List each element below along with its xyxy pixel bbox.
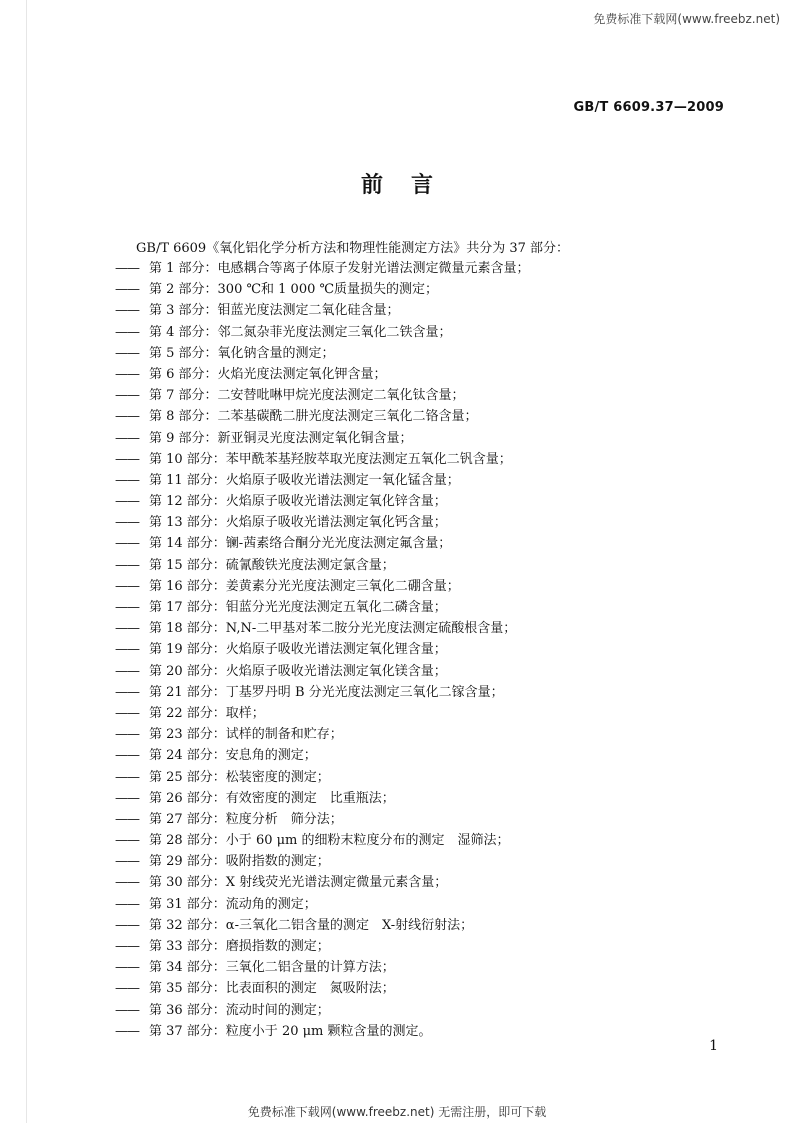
list-item-text: 第 30 部分：X 射线荧光光谱法测定微量元素含量； xyxy=(149,875,448,891)
list-dash: —— xyxy=(115,261,139,276)
list-item-text: 第 8 部分：二苯基碳酰二肼光度法测定三氧化二铬含量； xyxy=(149,409,478,425)
list-item xyxy=(115,300,530,321)
list-dash: —— xyxy=(115,494,139,510)
list-item xyxy=(115,851,530,872)
list-dash: —— xyxy=(115,833,139,849)
list-item-text: 第 31 部分：流动角的测定； xyxy=(149,896,317,912)
list-item xyxy=(115,533,530,554)
list-dash: —— xyxy=(115,324,139,340)
list-item-text: 第 20 部分：火焰原子吸收光谱法测定氧化镁含量； xyxy=(149,663,447,679)
list-item xyxy=(115,682,530,703)
list-dash: —— xyxy=(115,600,139,615)
list-item xyxy=(115,639,530,660)
list-dash: —— xyxy=(115,1002,139,1018)
list-item-text: 第 33 部分：磨损指数的测定； xyxy=(149,939,330,954)
list-item xyxy=(115,788,530,809)
list-item-text: 第 24 部分：安息角的测定； xyxy=(149,748,317,764)
list-item xyxy=(115,385,530,406)
list-item xyxy=(115,364,530,385)
list-item xyxy=(115,576,530,597)
list-dash: —— xyxy=(115,472,139,488)
list-item xyxy=(115,703,530,724)
list-item xyxy=(115,830,530,851)
list-item xyxy=(115,1021,530,1042)
list-item xyxy=(115,428,530,449)
list-dash: —— xyxy=(115,515,139,531)
list-dash: —— xyxy=(115,451,139,467)
list-item-text: 第 3 部分：钼蓝光度法测定二氧化硅含量； xyxy=(149,303,400,319)
list-item-text: 第 28 部分：小于 60 μm 的细粉末粒度分布的测定 湿筛法； xyxy=(149,833,510,849)
list-dash: —— xyxy=(115,536,139,552)
list-item-text: 第 29 部分：吸附指数的测定； xyxy=(149,854,330,870)
list-item-text: 第 2 部分：300 ℃和 1 000 ℃质量损失的测定； xyxy=(149,282,439,298)
list-item-text: 第 17 部分：钼蓝分光光度法测定五氧化二磷含量； xyxy=(149,600,447,615)
list-item xyxy=(115,661,530,682)
list-item xyxy=(115,618,530,639)
list-item xyxy=(115,1000,530,1021)
list-item xyxy=(115,724,530,745)
parts-list xyxy=(115,258,530,1042)
list-item-text: 第 22 部分：取样； xyxy=(149,705,265,721)
footer-watermark: 免费标准下载网(www.freebz.net) 无需注册，即可下载 xyxy=(247,1105,547,1119)
list-dash: —— xyxy=(115,811,139,827)
list-item xyxy=(115,322,530,343)
list-dash: —— xyxy=(115,705,139,721)
list-dash: —— xyxy=(115,388,139,404)
page-number: 1 xyxy=(709,1038,718,1054)
list-item-text: 第 12 部分：火焰原子吸收光谱法测定氧化锌含量； xyxy=(149,494,447,510)
list-item xyxy=(115,491,530,512)
list-dash: —— xyxy=(115,1023,139,1039)
list-item-text: 第 5 部分：氧化钠含量的测定； xyxy=(149,345,335,361)
list-item-text: 第 32 部分：α-三氧化二铝含量的测定 X-射线衍射法； xyxy=(149,917,474,933)
list-dash: —— xyxy=(115,663,139,679)
list-item-text: 第 37 部分：粒度小于 20 μm 颗粒含量的测定。 xyxy=(149,1023,432,1039)
list-dash: —— xyxy=(115,409,139,425)
list-dash: —— xyxy=(115,366,139,382)
list-item-text: 第 25 部分：松装密度的测定； xyxy=(149,769,330,785)
list-item xyxy=(115,809,530,830)
list-item-text: 第 9 部分：新亚铜灵光度法测定氧化铜含量； xyxy=(149,430,413,446)
list-item-text: 第 36 部分：流动时间的测定； xyxy=(149,1002,330,1018)
list-item xyxy=(115,978,530,999)
list-dash: —— xyxy=(115,727,139,743)
list-item-text: 第 23 部分：试样的制备和贮存； xyxy=(149,727,343,743)
list-item-text: 第 1 部分：电感耦合等离子体原子发射光谱法测定微量元素含量； xyxy=(149,261,530,276)
list-dash: —— xyxy=(115,748,139,764)
list-item xyxy=(115,936,530,957)
list-item xyxy=(115,343,530,364)
list-dash: —— xyxy=(115,960,139,976)
list-item-text: 第 21 部分：丁基罗丹明 B 分光光度法测定三氧化二镓含量； xyxy=(149,684,504,700)
list-dash: —— xyxy=(115,303,139,319)
list-dash: —— xyxy=(115,896,139,912)
intro-paragraph: GB/T 6609《氧化铝化学分析方法和物理性能测定方法》共分为 37 部分： xyxy=(136,241,570,256)
list-item xyxy=(115,406,530,427)
list-dash: —— xyxy=(115,769,139,785)
list-dash: —— xyxy=(115,917,139,933)
list-item-text: 第 6 部分：火焰光度法测定氧化钾含量； xyxy=(149,366,387,382)
list-item-text: 第 18 部分：N,N-二甲基对苯二胺分光光度法测定硫酸根含量； xyxy=(149,621,517,637)
list-item xyxy=(115,597,530,618)
list-dash: —— xyxy=(115,981,139,997)
list-dash: —— xyxy=(115,621,139,637)
list-item xyxy=(115,258,530,279)
list-dash: —— xyxy=(115,875,139,891)
list-item xyxy=(115,470,530,491)
list-item xyxy=(115,512,530,533)
list-item xyxy=(115,745,530,766)
list-item-text: 第 26 部分：有效密度的测定 比重瓶法； xyxy=(149,790,395,806)
list-item xyxy=(115,767,530,788)
list-item xyxy=(115,555,530,576)
list-dash: —— xyxy=(115,939,139,954)
list-dash: —— xyxy=(115,854,139,870)
header-watermark: 免费标准下载网(www.freebz.net) xyxy=(593,12,780,26)
list-item-text: 第 16 部分：姜黄素分光光度法测定三氧化二硼含量； xyxy=(149,578,460,594)
list-dash: —— xyxy=(115,790,139,806)
page-title: 前言 xyxy=(360,173,461,198)
list-item-text: 第 35 部分：比表面积的测定 氮吸附法； xyxy=(149,981,395,997)
list-item-text: 第 34 部分：三氧化二铝含量的计算方法； xyxy=(149,960,395,976)
list-item-text: 第 15 部分：硫氰酸铁光度法测定氯含量； xyxy=(149,557,395,573)
list-item xyxy=(115,449,530,470)
list-item-text: 第 14 部分：镧-茜素络合酮分光光度法测定氟含量； xyxy=(149,536,452,552)
list-item-text: 第 27 部分：粒度分析 筛分法； xyxy=(149,811,343,827)
list-item xyxy=(115,915,530,936)
list-dash: —— xyxy=(115,578,139,594)
list-item xyxy=(115,894,530,915)
list-item xyxy=(115,957,530,978)
list-item-text: 第 4 部分：邻二氮杂菲光度法测定三氧化二铁含量； xyxy=(149,324,452,340)
list-item-text: 第 11 部分：火焰原子吸收光谱法测定一氧化锰含量； xyxy=(149,472,460,488)
list-dash: —— xyxy=(115,557,139,573)
list-item-text: 第 10 部分：苯甲酰苯基羟胺萃取光度法测定五氧化二钒含量； xyxy=(149,451,512,467)
list-item-text: 第 19 部分：火焰原子吸收光谱法测定氧化锂含量； xyxy=(149,642,447,658)
list-item xyxy=(115,872,530,893)
list-item xyxy=(115,279,530,300)
list-dash: —— xyxy=(115,684,139,700)
list-dash: —— xyxy=(115,345,139,361)
list-item-text: 第 13 部分：火焰原子吸收光谱法测定氧化钙含量； xyxy=(149,515,447,531)
list-dash: —— xyxy=(115,430,139,446)
list-dash: —— xyxy=(115,642,139,658)
list-dash: —— xyxy=(115,282,139,298)
list-item-text: 第 7 部分：二安替吡啉甲烷光度法测定二氧化钛含量； xyxy=(149,388,465,404)
standard-number: GB/T 6609.37—2009 xyxy=(573,100,724,115)
